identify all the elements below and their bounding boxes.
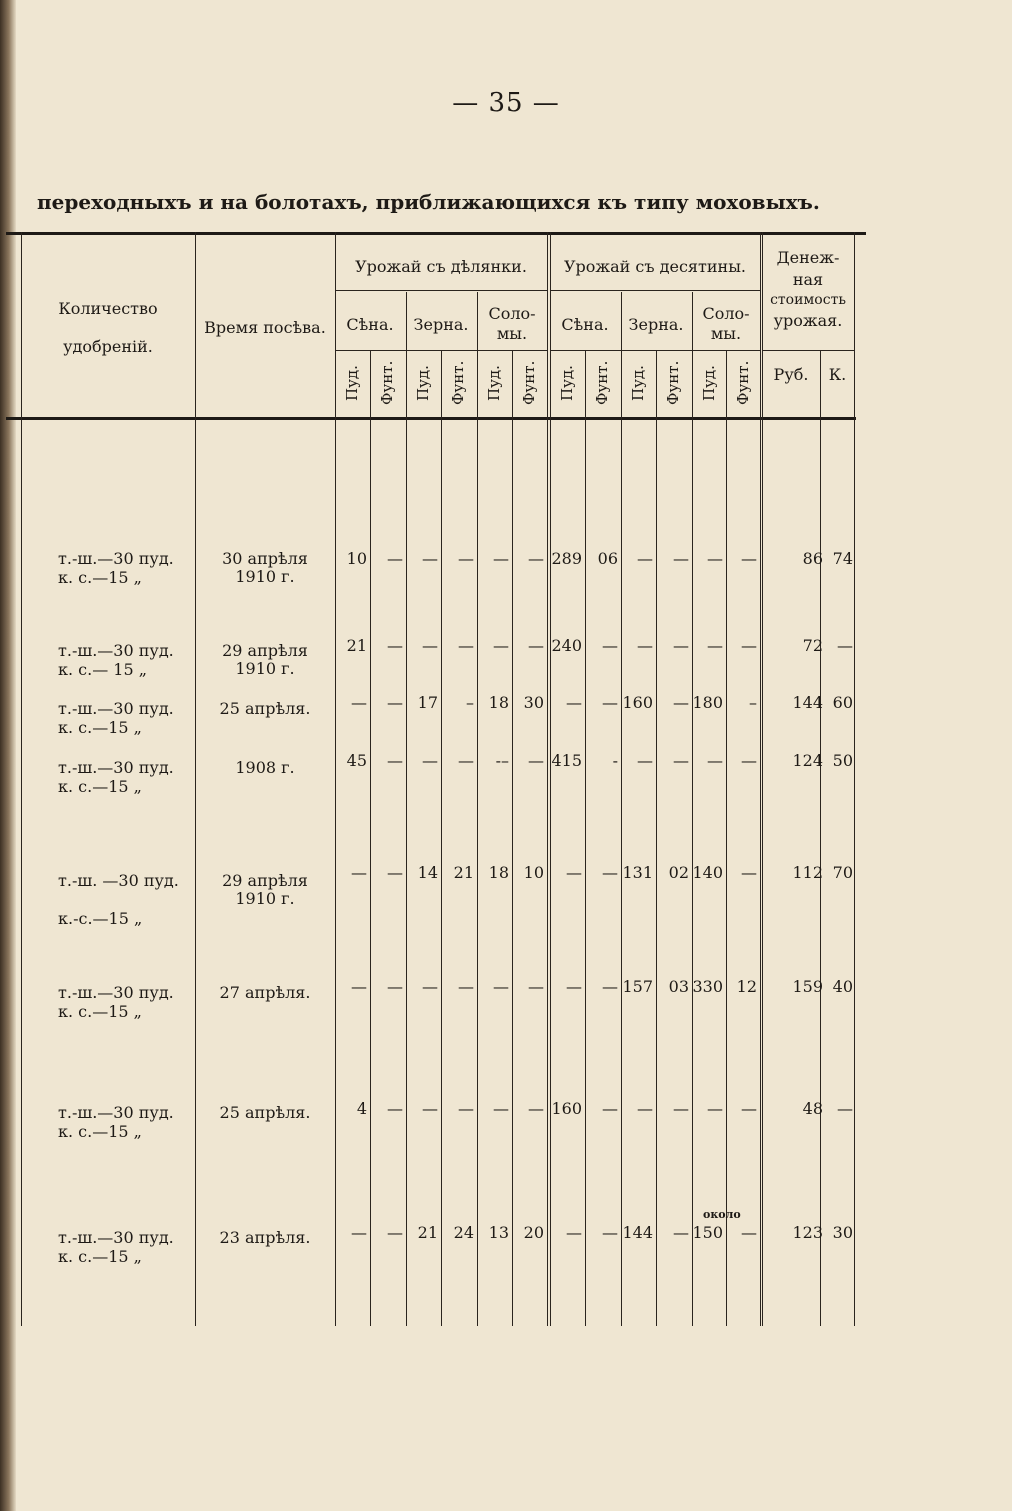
value-cell: —	[566, 1223, 582, 1242]
header-money-text-2: ная	[792, 270, 824, 289]
value-cell: —	[673, 751, 689, 770]
header-amount-text-2: удобреній.	[63, 337, 153, 356]
header-money-3	[762, 290, 854, 310]
header-sowing-time: Время посѣва.	[204, 318, 326, 337]
fertilizer-line-2: к. с.—15 „	[58, 1247, 142, 1266]
col-rule-sub-1	[406, 350, 407, 1326]
value-cell: —	[741, 1099, 757, 1118]
value-cell: —	[458, 636, 474, 655]
value-cell: 40	[832, 977, 853, 996]
value-cell: 17	[417, 693, 438, 712]
value-cell: 74	[832, 549, 853, 568]
col-rule-sub-10	[820, 350, 821, 1326]
value-cell: 144	[792, 693, 823, 712]
value-cell: —	[637, 636, 653, 655]
col-rule-sub-5	[585, 350, 586, 1326]
fertilizer-line-2: к. с.—15 „	[58, 1002, 142, 1021]
unit-label-pud: Пуд.	[343, 365, 361, 401]
value-cell: —	[637, 751, 653, 770]
value-cell: —	[528, 549, 544, 568]
value-cell: —	[741, 1223, 757, 1242]
header-grain-plot: Зерна.	[413, 315, 469, 334]
fertilizer-line-2: к. с.—15 „	[58, 777, 142, 796]
page-number: — 35 —	[452, 88, 560, 118]
value-cell: —	[387, 751, 403, 770]
sowing-time-line-1: 25 апрѣля.	[219, 1103, 311, 1122]
sowing-time-line-2: 1910 г.	[235, 659, 295, 678]
value-cell: —	[458, 751, 474, 770]
value-cell: 18	[488, 863, 509, 882]
header-money-2	[762, 270, 854, 290]
header-money-text-3: стоимость	[770, 292, 846, 308]
row-rule-units-des	[550, 350, 760, 351]
value-cell: —	[422, 1099, 438, 1118]
fertilizer-line-2: к. с.—15 „	[58, 568, 142, 587]
header-hay-plot: Сѣна.	[346, 315, 394, 334]
value-cell: —	[566, 693, 582, 712]
header-amount-2	[22, 337, 194, 357]
value-cell: 160	[551, 1099, 582, 1118]
header-grain-des: Зерна.	[628, 315, 684, 334]
value-cell: —	[673, 636, 689, 655]
col-rule-group-3	[760, 232, 761, 1326]
header-yield-plot: Урожай съ дѣлянки.	[355, 257, 527, 276]
unit-label-pud: Пуд.	[700, 365, 718, 401]
value-cell: —	[637, 1099, 653, 1118]
sowing-time-line-1: 1908 г.	[235, 758, 295, 777]
value-cell: —	[387, 549, 403, 568]
value-cell: 144	[622, 1223, 653, 1242]
col-rule-subhead-2	[621, 292, 622, 352]
value-cell: -–	[495, 751, 509, 770]
value-cell: —	[493, 977, 509, 996]
header-money-text-4: урожая.	[773, 311, 843, 330]
value-cell: -	[612, 751, 618, 770]
value-cell: —	[351, 863, 367, 882]
header-separator-rule	[6, 417, 856, 420]
value-cell: 45	[346, 751, 367, 770]
col-rule-group-0	[335, 232, 336, 1326]
near-note: около	[703, 1208, 741, 1221]
value-cell: —	[673, 693, 689, 712]
value-cell: –	[749, 693, 757, 712]
value-cell: —	[707, 549, 723, 568]
value-cell: —	[351, 693, 367, 712]
sowing-time-line-1: 27 апрѣля.	[219, 983, 311, 1002]
value-cell: —	[837, 1099, 853, 1118]
value-cell: 240	[551, 636, 582, 655]
value-cell: 13	[488, 1223, 509, 1242]
unit-label-funt: Фунт.	[734, 360, 752, 406]
col-rule-subhead-0	[406, 292, 407, 352]
row-rule-units-money	[762, 350, 854, 351]
value-cell: —	[602, 636, 618, 655]
value-cell: —	[673, 1099, 689, 1118]
value-cell: 06	[597, 549, 618, 568]
header-amount	[22, 299, 194, 319]
fertilizer-line-1: т.-ш.—30 пуд.	[58, 1103, 174, 1122]
header-money-1	[762, 248, 854, 268]
value-cell: —	[528, 1099, 544, 1118]
value-cell: 50	[832, 751, 853, 770]
value-cell: —	[637, 549, 653, 568]
col-rule-sub-2	[441, 350, 442, 1326]
row-rule-yield-des	[550, 290, 760, 291]
yield-table	[6, 232, 862, 1326]
value-cell: 86	[802, 549, 823, 568]
header-straw-plot-text: Соло- мы.	[488, 304, 536, 343]
unit-label-funt: Фунт.	[593, 360, 611, 406]
header-straw-des-text: Соло- мы.	[702, 304, 750, 343]
value-cell: 20	[523, 1223, 544, 1242]
value-cell: —	[707, 636, 723, 655]
value-cell: —	[422, 977, 438, 996]
unit-label-pud: Пуд.	[485, 365, 503, 401]
value-cell: —	[387, 636, 403, 655]
value-cell: 415	[551, 751, 582, 770]
value-cell: —	[458, 549, 474, 568]
value-cell: 03	[668, 977, 689, 996]
value-cell: 330	[692, 977, 723, 996]
value-cell: 289	[551, 549, 582, 568]
unit-label-funt: Фунт.	[378, 360, 396, 406]
fertilizer-line-2: к. с.—15 „	[58, 1122, 142, 1141]
value-cell: 159	[792, 977, 823, 996]
col-rule-sub-4	[512, 350, 513, 1326]
value-cell: —	[458, 977, 474, 996]
col-rule-group-2	[550, 232, 551, 1326]
fertilizer-line-1: т.-ш.—30 пуд.	[58, 699, 174, 718]
value-cell: 10	[346, 549, 367, 568]
sowing-time-line-1: 23 апрѣля.	[219, 1228, 311, 1247]
value-cell: —	[387, 1223, 403, 1242]
value-cell: —	[351, 977, 367, 996]
value-cell: —	[387, 863, 403, 882]
col-rule-amount	[195, 232, 196, 1326]
value-cell: 30	[523, 693, 544, 712]
value-cell: —	[493, 1099, 509, 1118]
header-amount-text: Количество	[58, 299, 158, 318]
col-rule-subhead-1	[477, 292, 478, 352]
value-cell: —	[422, 751, 438, 770]
value-cell: 70	[832, 863, 853, 882]
header-kop: К.	[828, 365, 847, 384]
unit-label-pud: Пуд.	[414, 365, 432, 401]
fertilizer-line-2: к. с.— 15 „	[58, 660, 148, 679]
value-cell: 10	[523, 863, 544, 882]
value-cell: —	[707, 751, 723, 770]
value-cell: 160	[622, 693, 653, 712]
value-cell: —	[602, 1223, 618, 1242]
header-yield-desyatina: Урожай съ десятины.	[563, 257, 747, 276]
value-cell: 60	[832, 693, 853, 712]
value-cell: 21	[417, 1223, 438, 1242]
value-cell: —	[602, 977, 618, 996]
value-cell: 157	[622, 977, 653, 996]
row-rule-yield-plot	[335, 290, 547, 291]
value-cell: 4	[356, 1099, 367, 1118]
header-rub: Руб.	[773, 365, 809, 384]
value-cell: 21	[346, 636, 367, 655]
fertilizer-line-1: т.-ш.—30 пуд.	[58, 549, 174, 568]
value-cell: —	[741, 863, 757, 882]
value-cell: 24	[453, 1223, 474, 1242]
fertilizer-line-1: т.-ш.—30 пуд.	[58, 758, 174, 777]
header-money-4	[762, 311, 854, 331]
col-rule-left	[21, 232, 22, 1326]
value-cell: —	[837, 636, 853, 655]
col-rule-group-5	[854, 232, 855, 1326]
col-rule-sub-0	[370, 350, 371, 1326]
sowing-time-line-2: 1910 г.	[235, 567, 295, 586]
value-cell: —	[602, 693, 618, 712]
value-cell: —	[351, 1223, 367, 1242]
col-rule-sub-8	[692, 350, 693, 1326]
col-rule-group-4	[762, 232, 763, 1326]
value-cell: 21	[453, 863, 474, 882]
value-cell: —	[741, 636, 757, 655]
header-straw-des	[692, 304, 760, 344]
value-cell: 124	[792, 751, 823, 770]
row-rule-units-plot	[335, 350, 547, 351]
value-cell: 112	[792, 863, 823, 882]
value-cell: —	[566, 977, 582, 996]
value-cell: —	[707, 1099, 723, 1118]
col-rule-sub-7	[656, 350, 657, 1326]
value-cell: —	[566, 863, 582, 882]
value-cell: —	[673, 549, 689, 568]
value-cell: —	[528, 751, 544, 770]
value-cell: 12	[736, 977, 757, 996]
value-cell: —	[741, 549, 757, 568]
value-cell: —	[493, 549, 509, 568]
sowing-time-line-1: 30 апрѣля	[222, 549, 308, 568]
fertilizer-line-1: т.-ш.—30 пуд.	[58, 1228, 174, 1247]
table-caption: переходныхъ и на болотахъ, приближающихся къ типу моховыхъ.	[37, 190, 820, 214]
unit-label-funt: Фунт.	[520, 360, 538, 406]
value-cell: —	[602, 863, 618, 882]
value-cell: 180	[692, 693, 723, 712]
col-rule-sub-9	[726, 350, 727, 1326]
value-cell: 123	[792, 1223, 823, 1242]
col-rule-sub-6	[621, 350, 622, 1326]
value-cell: —	[387, 693, 403, 712]
value-cell: 72	[802, 636, 823, 655]
unit-label-funt: Фунт.	[449, 360, 467, 406]
sowing-time-line-2: 1910 г.	[235, 889, 295, 908]
value-cell: —	[493, 636, 509, 655]
value-cell: —	[528, 977, 544, 996]
value-cell: 14	[417, 863, 438, 882]
fertilizer-line-1: т.-ш.—30 пуд.	[58, 641, 174, 660]
col-rule-subhead-3	[692, 292, 693, 352]
sowing-time-line-1: 25 апрѣля.	[219, 699, 311, 718]
value-cell: 131	[622, 863, 653, 882]
value-cell: —	[422, 636, 438, 655]
value-cell: —	[387, 977, 403, 996]
fertilizer-line-1: т.-ш.—30 пуд.	[58, 983, 174, 1002]
top-rule	[6, 232, 866, 235]
value-cell: —	[422, 549, 438, 568]
unit-label-funt: Фунт.	[664, 360, 682, 406]
value-cell: 150	[692, 1223, 723, 1242]
fertilizer-line-1: т.-ш. —30 пуд.	[58, 871, 179, 890]
value-cell: —	[673, 1223, 689, 1242]
header-money-text-1: Денеж-	[776, 248, 840, 267]
col-rule-group-1	[547, 232, 548, 1326]
value-cell: —	[387, 1099, 403, 1118]
value-cell: 18	[488, 693, 509, 712]
sowing-time-line-1: 29 апрѣля	[222, 871, 308, 890]
value-cell: —	[741, 751, 757, 770]
value-cell: –	[466, 693, 474, 712]
unit-label-pud: Пуд.	[629, 365, 647, 401]
value-cell: —	[602, 1099, 618, 1118]
sowing-time-line-1: 29 апрѣля	[222, 641, 308, 660]
value-cell: 48	[802, 1099, 823, 1118]
value-cell: 140	[692, 863, 723, 882]
header-hay-des: Сѣна.	[561, 315, 609, 334]
value-cell: —	[458, 1099, 474, 1118]
col-rule-sub-3	[477, 350, 478, 1326]
value-cell: —	[528, 636, 544, 655]
fertilizer-line-2: к. с.—15 „	[58, 718, 142, 737]
unit-label-pud: Пуд.	[558, 365, 576, 401]
value-cell: 30	[832, 1223, 853, 1242]
header-straw-plot	[477, 304, 547, 344]
fertilizer-line-2: к.-с.—15 „	[58, 909, 143, 928]
value-cell: 02	[668, 863, 689, 882]
